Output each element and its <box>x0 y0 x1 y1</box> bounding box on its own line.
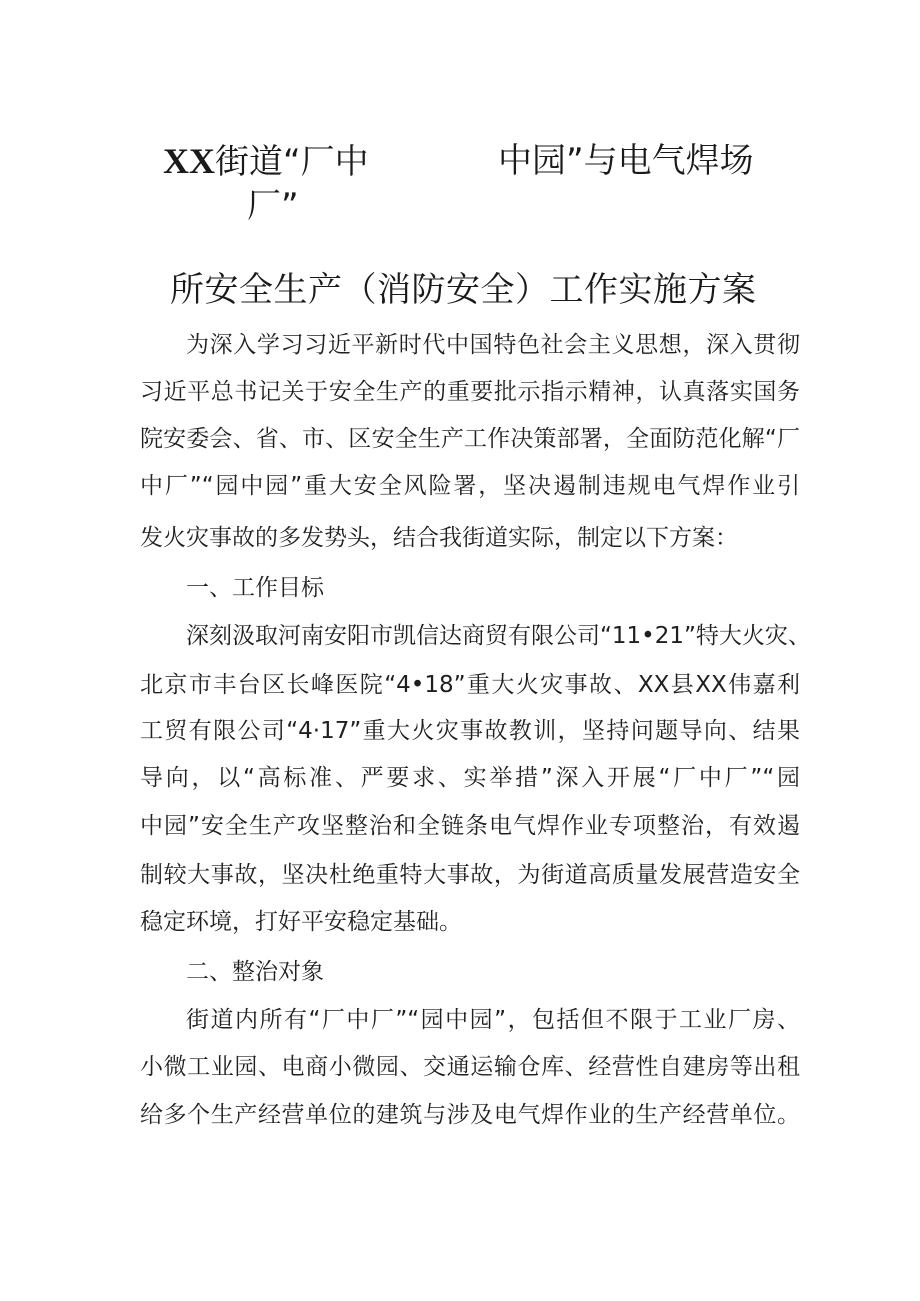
paragraph-line: 院安委会、省、市、区安全生产工作决策部署，全面防范化解“厂 <box>140 426 800 452</box>
paragraph-line: 制较大事故，坚决杜绝重特大事故，为街道高质量发展营造安全 <box>140 862 800 888</box>
paragraph-line: 深刻汲取河南安阳市凯信达商贸有限公司“11•21”特大火灾、 <box>186 623 811 649</box>
title-line2: 所安全生产（消防安全）工作实施方案 <box>170 270 757 310</box>
paragraph-line: 导向，以“高标准、严要求、实举措”深入开展“厂中厂”“园 <box>140 765 800 791</box>
title-line1-part1: 街道“厂中 <box>215 142 369 182</box>
paragraph-line: 为深入学习习近平新时代中国特色社会主义思想，深入贯彻 <box>186 332 800 358</box>
title-line1-right: 中园”与电气焊场 <box>498 141 754 181</box>
paragraph-line: 习近平总书记关于安全生产的重要批示指示精神，认真落实国务 <box>140 379 800 405</box>
paragraph-line: 稳定环境，打好平安稳定基础。 <box>140 909 462 935</box>
paragraph-line: 街道内所有“厂中厂”“园中园”，包括但不限于工业厂房、 <box>186 1007 800 1033</box>
title-xx: XX <box>163 141 215 181</box>
section-heading: 二、整治对象 <box>186 959 324 985</box>
paragraph-line: 工贸有限公司“4·17”重大火灾事故教训，坚持问题导向、结果 <box>140 718 800 744</box>
title-line1-wrap: 厂” <box>247 186 299 226</box>
paragraph-line: 中厂”“园中园”重大安全风险署，坚决遏制违规电气焊作业引 <box>140 473 800 499</box>
paragraph-line: 中园”安全生产攻坚整治和全链条电气焊作业专项整治，有效遏 <box>140 813 800 839</box>
title-line1-left <box>163 141 369 182</box>
section-heading: 一、工作目标 <box>186 575 324 601</box>
paragraph-line: 小微工业园、电商小微园、交通运输仓库、经营性自建房等出租 <box>140 1054 800 1080</box>
paragraph-line: 发火灾事故的多发势头，结合我街道实际，制定以下方案： <box>140 525 738 551</box>
paragraph-line: 北京市丰台区长峰医院“4•18”重大火灾事故、XX县XX伟嘉利 <box>140 672 800 698</box>
paragraph-line: 给多个生产经营单位的建筑与涉及电气焊作业的生产经营单位。 <box>140 1102 800 1128</box>
